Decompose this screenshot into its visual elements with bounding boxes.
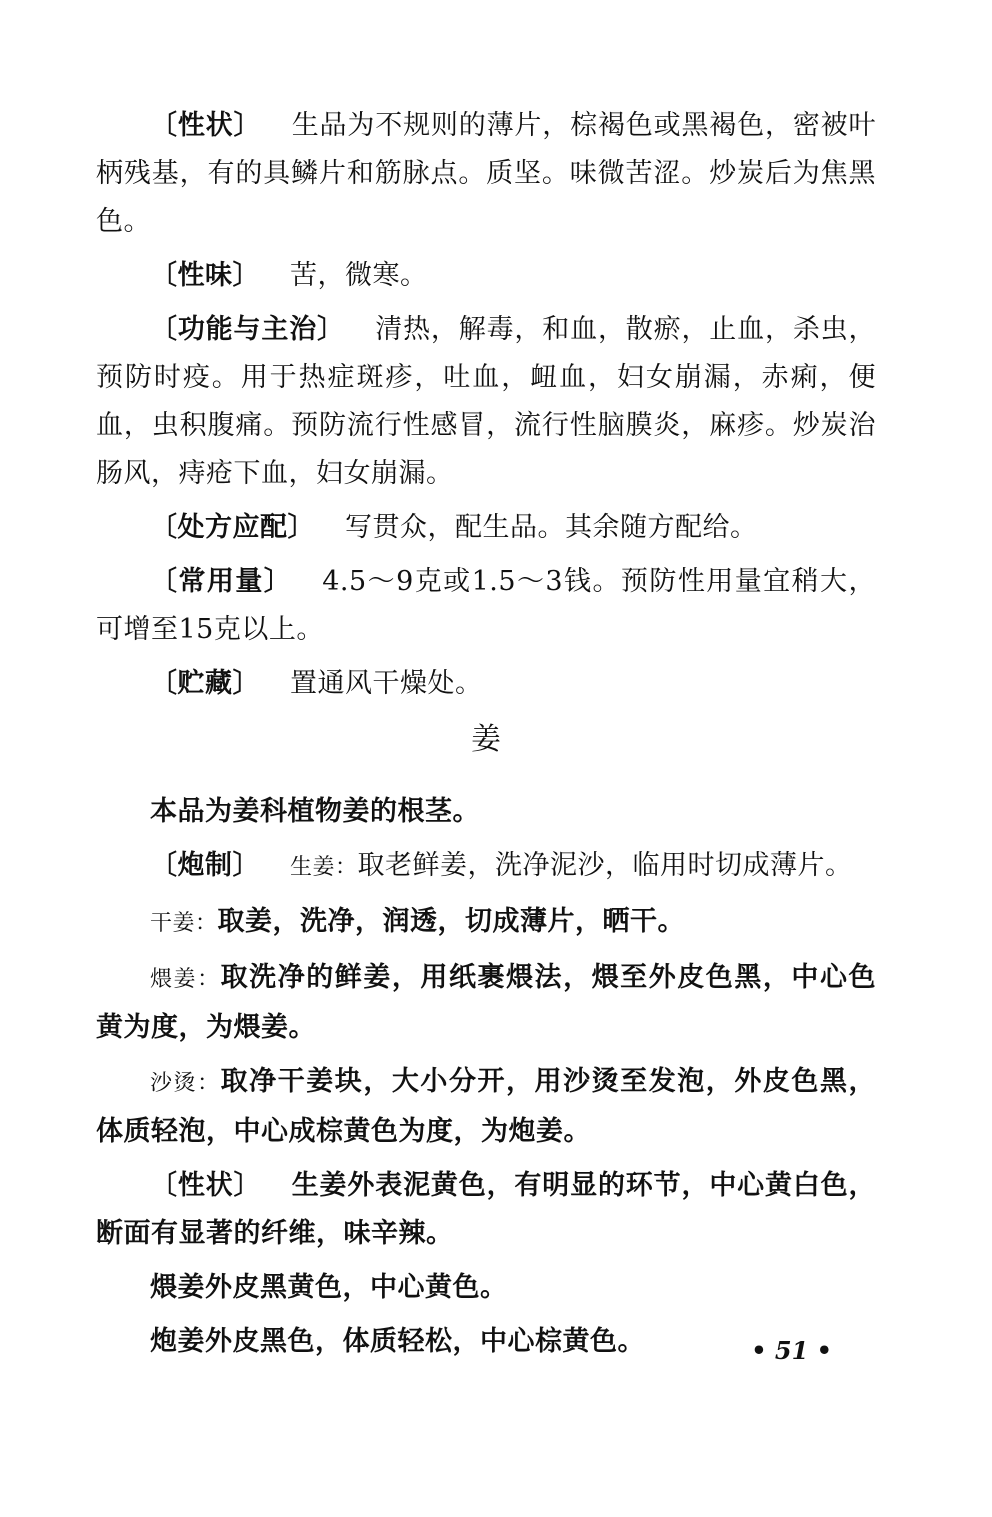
paragraph-gongneng (96, 306, 876, 498)
section-label: 〔常用量〕 (150, 566, 293, 597)
sub-label: 煨姜： (150, 967, 221, 992)
paragraph-chufang (96, 504, 876, 552)
paragraph-zhucang (96, 660, 876, 708)
page-number: • 51 • (751, 1336, 832, 1365)
paragraph-paojiang-desc: 炮姜外皮黑色，体质轻松，中心棕黄色。 (150, 1326, 645, 1357)
sub-label: 沙烫： (150, 1071, 221, 1096)
paragraph-text: 苦，微寒。 (290, 260, 428, 291)
entry-title: 姜 (471, 722, 501, 757)
paragraph-text: 取净干姜块，大小分开，用沙烫至发泡，外皮色黑，体质轻泡，中心成棕黄色为度，为炮姜。 (96, 1066, 876, 1147)
section-label: 〔性状〕 (150, 1170, 262, 1201)
paragraph-text: 清热，解毒，和血，散瘀，止血，杀虫，预防时疫。用于热症斑疹，吐血，衄血，妇女崩漏，赤痢，便血，虫积腹痛。预防流行性感冒，流行性脑膜炎，麻疹。炒炭治肠风，痔疮下血，妇女崩漏。 (96, 314, 877, 489)
section-label: 〔性味〕 (150, 260, 260, 291)
section-label: 〔贮藏〕 (150, 668, 260, 699)
paragraph-ganjiang (96, 898, 876, 948)
paragraph-text: 取姜，洗净，润透，切成薄片，晒干。 (217, 906, 686, 937)
sub-label: 生姜： (290, 855, 358, 880)
paragraph-yongliang (96, 558, 876, 654)
paragraph-xingzhuang (96, 102, 876, 246)
paragraph-weijiang (96, 954, 876, 1052)
paragraph-text: 取洗净的鲜姜，用纸裹煨法，煨至外皮色黑，中心色黄为度，为煨姜。 (96, 962, 876, 1043)
paragraph-paozhi (96, 842, 876, 892)
paragraph-xingzhuang-2 (96, 1162, 876, 1258)
sub-label: 干姜： (150, 911, 218, 936)
section-label: 〔处方应配〕 (150, 512, 315, 543)
paragraph-intro: 本品为姜科植物姜的根茎。 (150, 796, 480, 827)
section-label: 〔炮制〕 (150, 850, 260, 881)
paragraph-shatang (96, 1058, 876, 1156)
paragraph-text: 取老鲜姜，洗净泥沙，临用时切成薄片。 (357, 850, 853, 881)
paragraph-text: 生姜外表泥黄色，有明显的环节，中心黄白色，断面有显著的纤维，味辛辣。 (96, 1170, 877, 1249)
paragraph-weijiang-desc: 煨姜外皮黑黄色，中心黄色。 (150, 1272, 508, 1303)
entry-body (96, 788, 876, 1372)
paragraph-text: 置通风干燥处。 (290, 668, 483, 699)
section-label: 〔性状〕 (150, 110, 262, 141)
paragraph-xingwei (96, 252, 876, 300)
paragraph-text: 生品为不规则的薄片，棕褐色或黑褐色，密被叶柄残基，有的具鳞片和筋脉点。质坚。味微苦涩。炒炭后为焦黑色。 (96, 110, 877, 237)
paragraph-text: 写贯众，配生品。其余随方配给。 (345, 512, 758, 543)
section-label: 〔功能与主治〕 (150, 314, 345, 345)
paragraph-text: 4.5～9克或1.5～3钱。预防性用量宜稍大，可增至15克以上。 (96, 566, 877, 645)
